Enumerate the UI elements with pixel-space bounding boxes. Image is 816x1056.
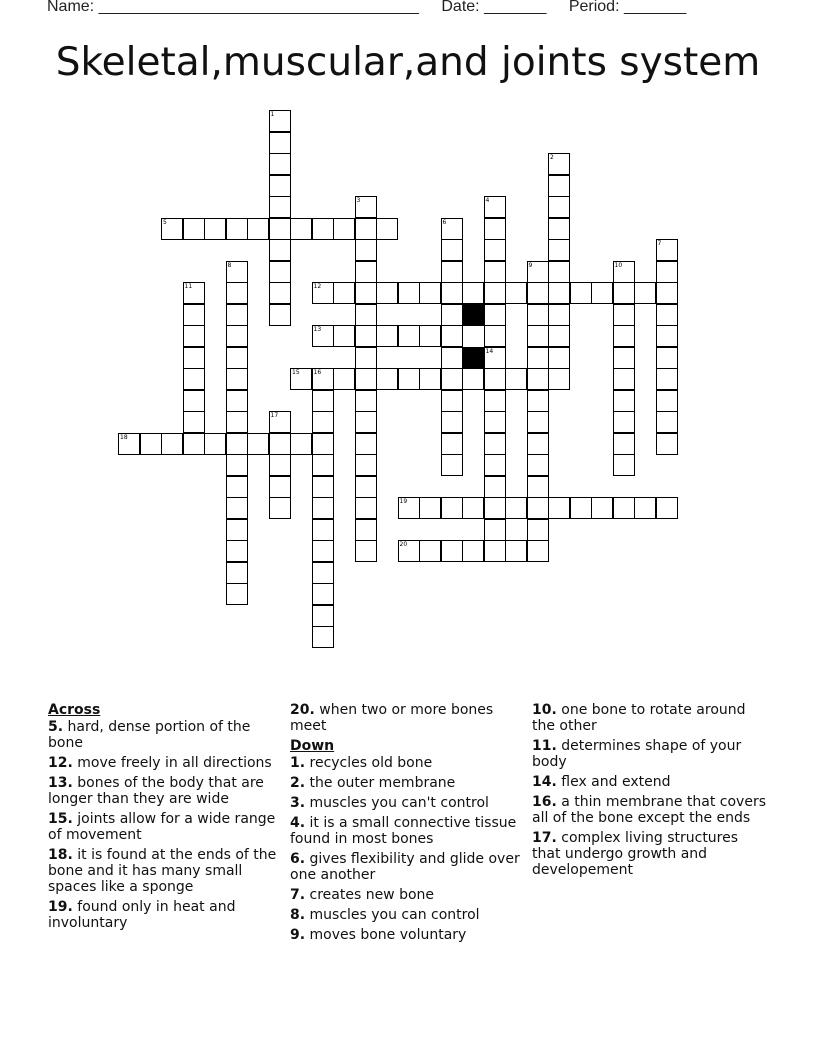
crossword-cell[interactable] [226, 304, 248, 326]
clue-number-label: 20. [290, 702, 315, 718]
crossword-cell[interactable] [312, 605, 334, 627]
crossword-cell[interactable] [634, 497, 656, 519]
clue-number: 18 [120, 433, 128, 441]
crossword-cell[interactable] [333, 282, 355, 304]
crossword-cell[interactable] [355, 454, 377, 476]
crossword-cell[interactable] [484, 540, 506, 562]
crossword-cell[interactable] [226, 261, 248, 283]
crossword-cell[interactable] [204, 433, 226, 455]
crossword-cell[interactable] [527, 304, 549, 326]
crossword-cell[interactable] [355, 390, 377, 412]
clue-text: bones of the body that are longer than they are wide [48, 775, 264, 807]
crossword-cell[interactable] [656, 368, 678, 390]
crossword-cell[interactable] [591, 282, 613, 304]
crossword-cell[interactable] [527, 476, 549, 498]
crossword-cell[interactable] [527, 368, 549, 390]
crossword-cell[interactable] [355, 411, 377, 433]
crossword-cell[interactable] [419, 325, 441, 347]
crossword-cell[interactable] [204, 218, 226, 240]
crossword-cell[interactable] [656, 433, 678, 455]
crossword-cell[interactable] [505, 540, 527, 562]
crossword-cell[interactable] [441, 540, 463, 562]
crossword-cell[interactable] [484, 433, 506, 455]
clues-column-1 [48, 702, 284, 935]
clue-number-label: 8. [290, 907, 306, 923]
clue-number-label: 18. [48, 847, 73, 863]
crossword-cell[interactable] [484, 218, 506, 240]
crossword-cell[interactable] [527, 433, 549, 455]
crossword-cell[interactable] [527, 390, 549, 412]
clue-item [290, 702, 522, 734]
crossword-cell[interactable] [527, 519, 549, 541]
crossword-cell[interactable] [484, 304, 506, 326]
crossword-cell[interactable] [419, 540, 441, 562]
clue-item [48, 811, 284, 843]
clue-number: 3 [356, 197, 361, 204]
crossword-cell[interactable] [247, 433, 269, 455]
crossword-cell[interactable] [376, 218, 398, 240]
clue-item [532, 738, 768, 770]
clue-number-label: 19. [48, 899, 73, 915]
clue-number-label: 9. [290, 927, 306, 943]
crossword-cell[interactable] [312, 540, 334, 562]
date-field[interactable]: Date: _______ [441, 0, 547, 15]
crossword-cell[interactable] [376, 282, 398, 304]
crossword-cell[interactable] [226, 562, 248, 584]
crossword-cell[interactable] [441, 347, 463, 369]
blocked-cell [462, 304, 484, 326]
crossword-cell[interactable] [226, 497, 248, 519]
crossword-cell[interactable] [312, 390, 334, 412]
clue-number: 8 [227, 261, 232, 269]
crossword-cell[interactable] [441, 304, 463, 326]
crossword-cell[interactable] [312, 368, 334, 390]
crossword-cell[interactable] [398, 325, 420, 347]
crossword-cell[interactable] [419, 497, 441, 519]
crossword-cell[interactable] [441, 368, 463, 390]
clue-number-label: 6. [290, 851, 306, 867]
crossword-cell[interactable] [312, 497, 334, 519]
crossword-cell[interactable] [269, 476, 291, 498]
crossword-cell[interactable] [312, 218, 334, 240]
crossword-cell[interactable] [484, 390, 506, 412]
crossword-cell[interactable] [269, 110, 291, 132]
clue-number-label: 11. [532, 738, 557, 754]
crossword-cell[interactable] [527, 261, 549, 283]
crossword-cell[interactable] [484, 497, 506, 519]
crossword-cell[interactable] [269, 304, 291, 326]
crossword-cell[interactable] [484, 411, 506, 433]
clue-number: 14 [485, 347, 494, 355]
clue-item [290, 815, 522, 847]
crossword-cell[interactable] [183, 347, 205, 369]
crossword-cell[interactable] [312, 583, 334, 605]
clue-text: recycles old bone [305, 755, 433, 771]
clue-item [48, 899, 284, 931]
crossword-cell[interactable] [269, 454, 291, 476]
crossword-cell[interactable] [118, 433, 140, 455]
crossword-cell[interactable] [226, 325, 248, 347]
crossword-cell[interactable] [333, 218, 355, 240]
crossword-cell[interactable] [527, 454, 549, 476]
crossword-cell[interactable] [462, 540, 484, 562]
crossword-cell[interactable] [548, 325, 570, 347]
clue-text: a thin membrane that covers all of the bone except the ends [532, 794, 767, 826]
crossword-cell[interactable] [441, 282, 463, 304]
clue-text: moves bone voluntary [305, 927, 467, 943]
crossword-cell[interactable] [226, 282, 248, 304]
clue-text: muscles you can't control [305, 795, 489, 811]
clue-item [48, 775, 284, 807]
crossword-cell[interactable] [247, 218, 269, 240]
clue-number: 15 [292, 369, 300, 376]
crossword-cell[interactable] [183, 390, 205, 412]
crossword-cell[interactable] [312, 433, 334, 455]
crossword-cell[interactable] [269, 261, 291, 283]
crossword-cell[interactable] [269, 175, 291, 197]
clue-number: 10 [614, 261, 623, 269]
clue-text: move freely in all directions [72, 755, 272, 771]
clue-number: 11 [184, 283, 193, 290]
crossword-cell[interactable] [441, 239, 463, 261]
name-field[interactable]: Name: ____________________________________ [47, 0, 419, 15]
crossword-cell[interactable] [312, 562, 334, 584]
crossword-cell[interactable] [527, 282, 549, 304]
crossword-cell[interactable] [312, 454, 334, 476]
crossword-cell[interactable] [290, 218, 312, 240]
crossword-cell[interactable] [527, 411, 549, 433]
crossword-cell[interactable] [269, 497, 291, 519]
clue-number-label: 15. [48, 811, 73, 827]
clue-item [532, 794, 768, 826]
crossword-cell[interactable] [226, 519, 248, 541]
crossword-cell[interactable] [634, 282, 656, 304]
crossword-cell[interactable] [398, 282, 420, 304]
crossword-cell[interactable] [226, 433, 248, 455]
clue-item [532, 830, 768, 878]
crossword-cell[interactable] [613, 390, 635, 412]
crossword-cell[interactable] [161, 218, 183, 240]
clue-number-label: 1. [290, 755, 306, 771]
crossword-cell[interactable] [269, 282, 291, 304]
crossword-cell[interactable] [656, 497, 678, 519]
crossword-cell[interactable] [591, 497, 613, 519]
clue-number: 19 [399, 498, 408, 505]
crossword-cell[interactable] [355, 261, 377, 283]
crossword-cell[interactable] [484, 282, 506, 304]
clue-item [290, 775, 522, 791]
crossword-cell[interactable] [548, 218, 570, 240]
crossword-cell[interactable] [527, 325, 549, 347]
clue-text: complex living structures that undergo growth and developement [532, 830, 739, 878]
crossword-cell[interactable] [312, 519, 334, 541]
crossword-cell[interactable] [355, 368, 377, 390]
clue-section-heading: Down [290, 738, 335, 754]
crossword-cell[interactable] [484, 476, 506, 498]
crossword-cell[interactable] [548, 175, 570, 197]
clue-number: 6 [442, 218, 447, 226]
clue-text: flex and extend [556, 774, 671, 790]
crossword-cell[interactable] [613, 433, 635, 455]
crossword-cell[interactable] [548, 282, 570, 304]
crossword-cell[interactable] [656, 390, 678, 412]
crossword-cell[interactable] [570, 497, 592, 519]
clue-number-label: 16. [532, 794, 557, 810]
crossword-cell[interactable] [548, 196, 570, 218]
crossword-cell[interactable] [613, 411, 635, 433]
crossword-cell[interactable] [484, 454, 506, 476]
crossword-cell[interactable] [548, 347, 570, 369]
clue-text: joints allow for a wide range of movement [48, 811, 276, 843]
clue-text: determines shape of your body [532, 738, 742, 770]
clue-item [48, 755, 284, 771]
period-field[interactable]: Period: _______ [568, 0, 687, 15]
crossword-cell[interactable] [548, 261, 570, 283]
clue-number: 20 [399, 541, 408, 548]
clue-text: one bone to rotate around the other [532, 702, 746, 734]
clue-item [290, 907, 522, 923]
crossword-cell[interactable] [226, 411, 248, 433]
clue-number: 2 [550, 154, 554, 161]
clue-number: 5 [163, 218, 167, 226]
crossword-cell[interactable] [226, 540, 248, 562]
crossword-cell[interactable] [548, 153, 570, 175]
clue-number-label: 10. [532, 702, 557, 718]
clue-text: the outer membrane [305, 775, 456, 791]
crossword-cell[interactable] [183, 368, 205, 390]
crossword-cell[interactable] [613, 282, 635, 304]
crossword-cell[interactable] [183, 433, 205, 455]
blocked-cell [462, 347, 484, 369]
crossword-cell[interactable] [312, 282, 334, 304]
crossword-cell[interactable] [226, 476, 248, 498]
clue-text: it is found at the ends of the bone and it has many small spaces like a sponge [48, 847, 277, 895]
crossword-cell[interactable] [226, 347, 248, 369]
crossword-cell[interactable] [548, 304, 570, 326]
clue-text: found only in heat and involuntary [48, 899, 236, 931]
crossword-cell[interactable] [161, 433, 183, 455]
crossword-cell[interactable] [269, 218, 291, 240]
crossword-cell[interactable] [613, 497, 635, 519]
crossword-cell[interactable] [441, 390, 463, 412]
clue-number-label: 13. [48, 775, 73, 791]
crossword-cell[interactable] [484, 519, 506, 541]
clue-number: 4 [485, 197, 490, 204]
clue-number: 17 [270, 412, 279, 419]
clue-text: muscles you can control [305, 907, 480, 923]
crossword-cell[interactable] [290, 368, 312, 390]
clue-number-label: 12. [48, 755, 73, 771]
crossword-cell[interactable] [183, 282, 205, 304]
crossword-cell[interactable] [269, 132, 291, 154]
crossword-cell[interactable] [441, 454, 463, 476]
crossword-cell[interactable] [312, 476, 334, 498]
crossword-cell[interactable] [376, 368, 398, 390]
clue-number-label: 4. [290, 815, 306, 831]
crossword-cell[interactable] [355, 476, 377, 498]
crossword-cell[interactable] [462, 282, 484, 304]
crossword-cell[interactable] [398, 497, 420, 519]
crossword-cell[interactable] [527, 497, 549, 519]
crossword-cell[interactable] [183, 304, 205, 326]
crossword-cell[interactable] [312, 411, 334, 433]
crossword-cell[interactable] [419, 282, 441, 304]
crossword-cell[interactable] [355, 519, 377, 541]
clue-number: 9 [528, 261, 533, 269]
crossword-cell[interactable] [656, 304, 678, 326]
crossword-cell[interactable] [441, 433, 463, 455]
crossword-cell[interactable] [355, 196, 377, 218]
crossword-cell[interactable] [269, 196, 291, 218]
crossword-cell[interactable] [505, 497, 527, 519]
crossword-cell[interactable] [269, 239, 291, 261]
crossword-cell[interactable] [355, 282, 377, 304]
crossword-cell[interactable] [355, 540, 377, 562]
crossword-cell[interactable] [613, 304, 635, 326]
clue-number: 1 [270, 111, 275, 118]
crossword-cell[interactable] [527, 540, 549, 562]
crossword-cell[interactable] [441, 261, 463, 283]
crossword-cell[interactable] [355, 218, 377, 240]
crossword-cell[interactable] [441, 497, 463, 519]
crossword-cell[interactable] [269, 153, 291, 175]
crossword-cell[interactable] [183, 218, 205, 240]
crossword-cell[interactable] [484, 239, 506, 261]
clue-item [532, 774, 768, 790]
clue-number-label: 14. [532, 774, 557, 790]
crossword-cell[interactable] [613, 325, 635, 347]
crossword-cell[interactable] [398, 368, 420, 390]
crossword-cell[interactable] [505, 368, 527, 390]
crossword-cell[interactable] [548, 497, 570, 519]
clue-section-heading: Across [48, 702, 101, 718]
crossword-cell[interactable] [484, 347, 506, 369]
crossword-cell[interactable] [484, 368, 506, 390]
clue-item [290, 795, 522, 811]
crossword-cell[interactable] [484, 196, 506, 218]
crossword-cell[interactable] [140, 433, 162, 455]
clues-column-3 [532, 702, 768, 882]
crossword-cell[interactable] [226, 218, 248, 240]
clue-text: hard, dense portion of the bone [48, 719, 251, 751]
crossword-cell[interactable] [333, 368, 355, 390]
crossword-cell[interactable] [183, 325, 205, 347]
clue-number: 7 [657, 240, 662, 247]
crossword-cell[interactable] [419, 368, 441, 390]
clue-text: it is a small connective tissue found in most bones [290, 815, 517, 847]
crossword-cell[interactable] [462, 497, 484, 519]
clue-number: 12 [313, 283, 322, 290]
crossword-cell[interactable] [441, 411, 463, 433]
crossword-cell[interactable] [548, 368, 570, 390]
clue-text: gives flexibility and glide over one another [290, 851, 520, 883]
crossword-cell[interactable] [548, 239, 570, 261]
crossword-cell[interactable] [505, 282, 527, 304]
crossword-cell[interactable] [355, 433, 377, 455]
crossword-cell[interactable] [656, 411, 678, 433]
crossword-cell[interactable] [355, 304, 377, 326]
crossword-cell[interactable] [484, 325, 506, 347]
clue-number-label: 17. [532, 830, 557, 846]
crossword-cell[interactable] [656, 239, 678, 261]
crossword-cell[interactable] [570, 282, 592, 304]
crossword-cell[interactable] [441, 325, 463, 347]
crossword-cell[interactable] [269, 411, 291, 433]
crossword-cell[interactable] [183, 411, 205, 433]
page-title: Skeletal,muscular,and joints system [55, 40, 761, 85]
crossword-cell[interactable] [613, 368, 635, 390]
crossword-cell[interactable] [226, 390, 248, 412]
clue-item [290, 887, 522, 903]
crossword-cell[interactable] [462, 368, 484, 390]
crossword-cell[interactable] [376, 325, 398, 347]
crossword-cell[interactable] [398, 540, 420, 562]
crossword-cell[interactable] [333, 325, 355, 347]
crossword-cell[interactable] [226, 368, 248, 390]
crossword-cell[interactable] [355, 497, 377, 519]
clue-text: creates new bone [305, 887, 435, 903]
crossword-cell[interactable] [355, 347, 377, 369]
crossword-cell[interactable] [441, 218, 463, 240]
crossword-cell[interactable] [656, 282, 678, 304]
clue-number-label: 3. [290, 795, 306, 811]
clue-item [290, 755, 522, 771]
crossword-cell[interactable] [527, 347, 549, 369]
clue-number-label: 5. [48, 719, 64, 735]
clue-number-label: 7. [290, 887, 306, 903]
crossword-cell[interactable] [613, 454, 635, 476]
crossword-cell[interactable] [226, 454, 248, 476]
crossword-cell[interactable] [312, 626, 334, 648]
clue-number-label: 2. [290, 775, 306, 791]
crossword-cell[interactable] [656, 325, 678, 347]
crossword-cell[interactable] [269, 433, 291, 455]
clue-item [48, 719, 284, 751]
clues-column-2 [290, 702, 522, 947]
crossword-cell[interactable] [656, 347, 678, 369]
clue-text: when two or more bones meet [290, 702, 494, 734]
clue-item [48, 847, 284, 895]
clue-item [290, 851, 522, 883]
crossword-cell[interactable] [290, 433, 312, 455]
crossword-cell[interactable] [312, 325, 334, 347]
crossword-cell[interactable] [484, 261, 506, 283]
crossword-cell[interactable] [656, 261, 678, 283]
crossword-cell[interactable] [355, 239, 377, 261]
clue-number: 16 [313, 369, 322, 376]
crossword-cell[interactable] [613, 261, 635, 283]
crossword-cell[interactable] [226, 583, 248, 605]
crossword-cell[interactable] [355, 325, 377, 347]
clue-item [532, 702, 768, 734]
clue-item [290, 927, 522, 943]
crossword-cell[interactable] [613, 347, 635, 369]
clue-number: 13 [313, 326, 322, 333]
